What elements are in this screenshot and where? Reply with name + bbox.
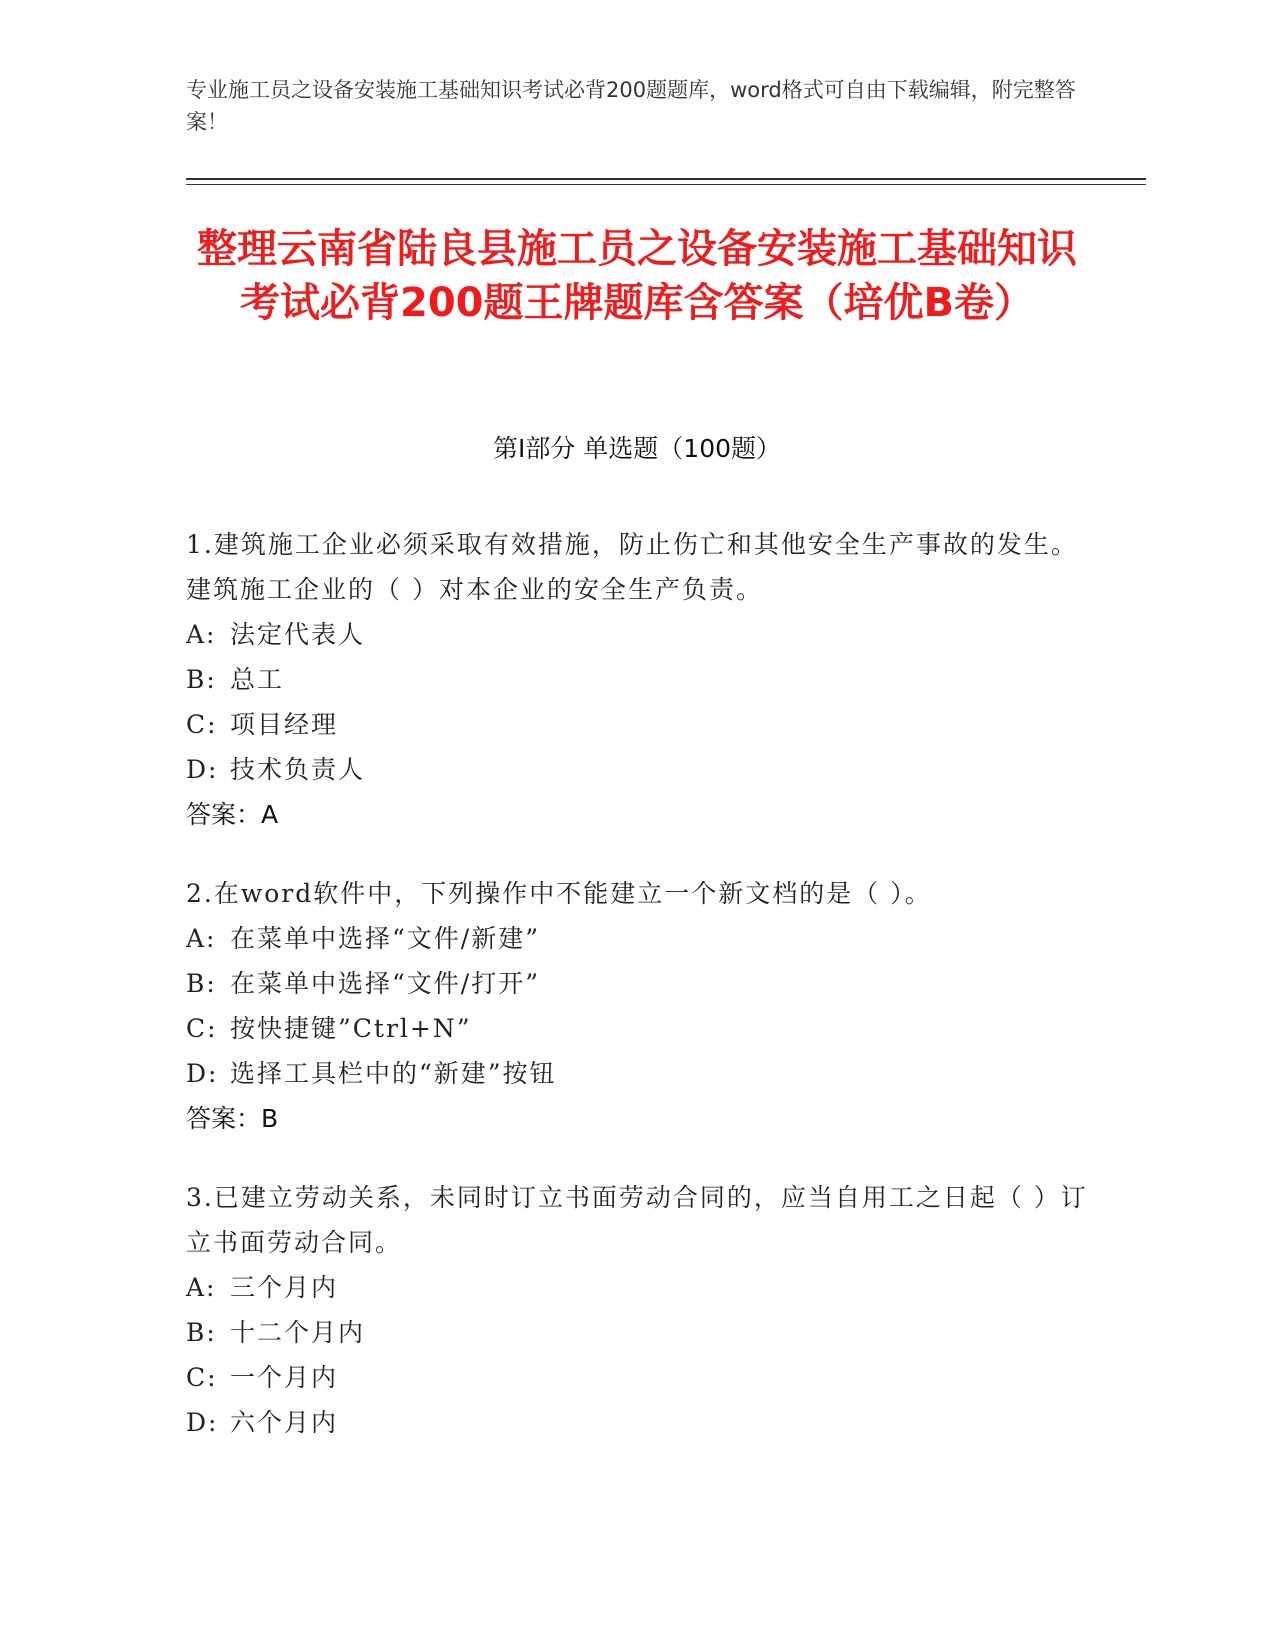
option-letter: A: xyxy=(186,924,217,953)
question-text: 2.在word软件中，下列操作中不能建立一个新文档的是（ ）。 xyxy=(186,879,932,908)
option-a xyxy=(186,916,1088,961)
document-title: 整理云南省陆良县施工员之设备安装施工基础知识考试必背200题王牌题库含答案（培优B卷） xyxy=(197,226,1077,326)
header-rule-thin xyxy=(186,184,1146,185)
option-text: 一个月内 xyxy=(230,1363,339,1392)
option-letter: D: xyxy=(186,1059,219,1088)
option-b xyxy=(186,961,1088,1006)
option-c xyxy=(186,1355,1088,1400)
answer-line: 答案：B xyxy=(186,1104,279,1133)
option-letter: B: xyxy=(186,1318,217,1347)
question-3 xyxy=(186,1175,1088,1445)
question-text: 3.已建立劳动关系，未同时订立书面劳动合同的，应当自用工之日起（ ）订立书面劳动合同。 xyxy=(186,1183,1088,1257)
option-letter: C: xyxy=(186,710,218,739)
option-text: 按快捷键”Ctrl+N” xyxy=(230,1014,472,1043)
option-letter: A: xyxy=(186,620,217,649)
option-a xyxy=(186,612,1088,657)
question-list xyxy=(186,522,1088,1479)
header-rule-thick xyxy=(186,178,1146,180)
answer-line: 答案：A xyxy=(186,800,279,829)
option-letter: A: xyxy=(186,1273,217,1302)
option-c xyxy=(186,702,1088,747)
option-b xyxy=(186,657,1088,702)
option-a xyxy=(186,1265,1088,1310)
option-text: 在菜单中选择“文件/打开” xyxy=(230,969,540,998)
section-heading: 第I部分 单选题（100题） xyxy=(492,434,782,463)
question-1 xyxy=(186,522,1088,837)
option-text: 项目经理 xyxy=(230,710,339,739)
option-text: 技术负责人 xyxy=(230,755,366,784)
option-letter: C: xyxy=(186,1014,218,1043)
option-letter: D: xyxy=(186,1408,219,1437)
option-text: 在菜单中选择“文件/新建” xyxy=(230,924,540,953)
option-letter: B: xyxy=(186,665,217,694)
option-c xyxy=(186,1006,1088,1051)
option-letter: C: xyxy=(186,1363,218,1392)
option-letter: B: xyxy=(186,969,217,998)
option-text: 十二个月内 xyxy=(230,1318,366,1347)
option-text: 选择工具栏中的“新建”按钮 xyxy=(230,1059,557,1088)
option-d xyxy=(186,1051,1088,1096)
option-text: 总工 xyxy=(230,665,285,694)
option-text: 三个月内 xyxy=(230,1273,339,1302)
question-2 xyxy=(186,871,1088,1141)
option-d xyxy=(186,747,1088,792)
option-text: 六个月内 xyxy=(230,1408,339,1437)
option-b xyxy=(186,1310,1088,1355)
header-note: 专业施工员之设备安装施工基础知识考试必背200题题库，word格式可自由下载编辑，附完整答案！ xyxy=(186,78,1076,134)
question-text: 1.建筑施工企业必须采取有效措施，防止伤亡和其他安全生产事故的发生。建筑施工企业的（ ）对本企业的安全生产负责。 xyxy=(186,530,1078,604)
option-letter: D: xyxy=(186,755,219,784)
option-d xyxy=(186,1400,1088,1445)
option-text: 法定代表人 xyxy=(230,620,366,649)
